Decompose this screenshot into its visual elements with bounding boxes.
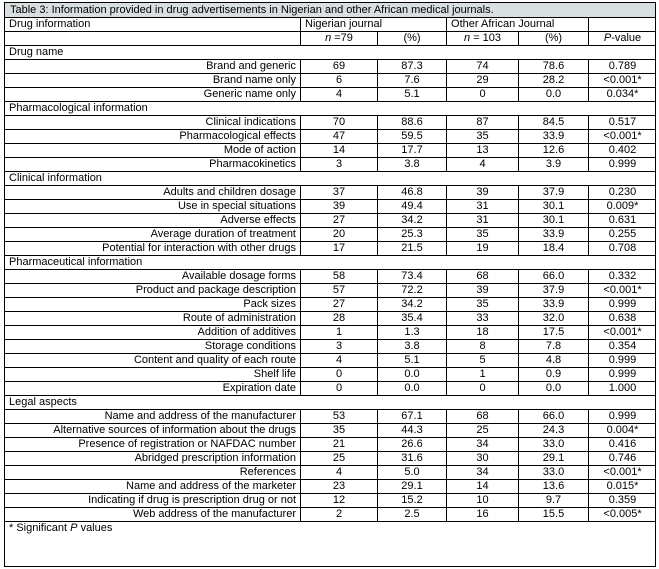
- table-row: [5, 340, 657, 354]
- table-row: [5, 480, 657, 494]
- row-label: Pharmacological effects: [5, 130, 301, 144]
- row-label: Abridged prescription information: [5, 452, 301, 466]
- nigerian-count: 0: [301, 382, 378, 396]
- nigerian-count: 4: [301, 88, 378, 102]
- nigerian-percent: 3.8: [378, 158, 447, 172]
- footnote-prefix: * Significant: [9, 522, 68, 535]
- table-row: [5, 242, 657, 256]
- nigerian-percent: 21.5: [378, 242, 447, 256]
- other-african-percent: 13.6: [519, 480, 589, 494]
- p-value: 1.000: [589, 382, 656, 396]
- p-value: 0.999: [589, 410, 656, 424]
- nigerian-journal-header: Nigerian journal: [301, 18, 447, 32]
- nigerian-count: 35: [301, 424, 378, 438]
- table-row: [5, 382, 657, 396]
- nigerian-count: 70: [301, 116, 378, 130]
- other-african-count: 5: [447, 354, 519, 368]
- other-african-count: 4: [447, 158, 519, 172]
- nigerian-count: 37: [301, 186, 378, 200]
- nigerian-percent: 49.4: [378, 200, 447, 214]
- p-value: 0.638: [589, 312, 656, 326]
- table-row: [5, 270, 657, 284]
- nigerian-percent: 15.2: [378, 494, 447, 508]
- p-value: 0.015*: [589, 480, 656, 494]
- other-african-count: 31: [447, 200, 519, 214]
- nigerian-count: 39: [301, 200, 378, 214]
- nigerian-percent: 3.8: [378, 340, 447, 354]
- nigerian-count: 27: [301, 214, 378, 228]
- other-african-percent: 33.0: [519, 438, 589, 452]
- nigerian-percent: 59.5: [378, 130, 447, 144]
- p-value: 0.631: [589, 214, 656, 228]
- n-other-header: n = 103: [447, 32, 519, 46]
- table-row: [5, 326, 657, 340]
- p-value: 0.034*: [589, 88, 656, 102]
- row-label: Route of administration: [5, 312, 301, 326]
- other-african-journal-header: Other African Journal: [447, 18, 589, 32]
- p-value: 0.789: [589, 60, 656, 74]
- other-african-count: 31: [447, 214, 519, 228]
- section-title: Drug name: [5, 46, 657, 60]
- nigerian-count: 69: [301, 60, 378, 74]
- other-african-percent: 78.6: [519, 60, 589, 74]
- table-row: [5, 312, 657, 326]
- p-value: 0.999: [589, 158, 656, 172]
- nigerian-percent: 25.3: [378, 228, 447, 242]
- other-african-percent: 33.9: [519, 298, 589, 312]
- other-african-count: 34: [447, 466, 519, 480]
- other-african-percent: 66.0: [519, 410, 589, 424]
- p-value: <0.001*: [589, 466, 656, 480]
- other-african-percent: 9.7: [519, 494, 589, 508]
- p-value: <0.001*: [589, 74, 656, 88]
- nigerian-count: 3: [301, 340, 378, 354]
- other-african-count: 14: [447, 480, 519, 494]
- other-african-count: 68: [447, 410, 519, 424]
- table-row: [5, 60, 657, 74]
- p-value: 0.517: [589, 116, 656, 130]
- table-row: [5, 284, 657, 298]
- row-label: Generic name only: [5, 88, 301, 102]
- row-label: References: [5, 466, 301, 480]
- other-african-percent: 3.9: [519, 158, 589, 172]
- other-african-count: 35: [447, 130, 519, 144]
- row-label: Name and address of the manufacturer: [5, 410, 301, 424]
- other-african-count: 8: [447, 340, 519, 354]
- other-african-count: 1: [447, 368, 519, 382]
- other-african-count: 87: [447, 116, 519, 130]
- nigerian-percent: 35.4: [378, 312, 447, 326]
- row-label: Content and quality of each route: [5, 354, 301, 368]
- nigerian-percent: 5.1: [378, 88, 447, 102]
- nigerian-count: 0: [301, 368, 378, 382]
- section-title: Legal aspects: [5, 396, 657, 410]
- table-row: [5, 228, 657, 242]
- table-row: [5, 424, 657, 438]
- subheader-blank: [5, 32, 301, 46]
- other-african-percent: 30.1: [519, 214, 589, 228]
- row-label: Brand and generic: [5, 60, 301, 74]
- p-value-header: P-value: [589, 32, 656, 46]
- other-african-percent: 30.1: [519, 200, 589, 214]
- nigerian-percent: 29.1: [378, 480, 447, 494]
- nigerian-count: 2: [301, 508, 378, 522]
- row-label: Storage conditions: [5, 340, 301, 354]
- other-african-count: 33: [447, 312, 519, 326]
- row-label: Available dosage forms: [5, 270, 301, 284]
- pct-nigerian-header: (%): [378, 32, 447, 46]
- row-label: Average duration of treatment: [5, 228, 301, 242]
- table-row: [5, 186, 657, 200]
- table-row: [5, 466, 657, 480]
- nigerian-percent: 0.0: [378, 368, 447, 382]
- nigerian-count: 6: [301, 74, 378, 88]
- nigerian-count: 21: [301, 438, 378, 452]
- nigerian-percent: 87.3: [378, 60, 447, 74]
- nigerian-percent: 34.2: [378, 298, 447, 312]
- subheader-row: [5, 32, 657, 46]
- other-african-percent: 33.9: [519, 228, 589, 242]
- p-value: 0.708: [589, 242, 656, 256]
- table-row: [5, 158, 657, 172]
- other-african-count: 0: [447, 88, 519, 102]
- p-value: 0.416: [589, 438, 656, 452]
- other-african-percent: 37.9: [519, 284, 589, 298]
- footnote-p: P: [70, 522, 78, 535]
- nigerian-count: 28: [301, 312, 378, 326]
- row-label: Adverse effects: [5, 214, 301, 228]
- header-row: [5, 18, 657, 32]
- section-title: Clinical information: [5, 172, 657, 186]
- nigerian-percent: 26.6: [378, 438, 447, 452]
- row-label: Brand name only: [5, 74, 301, 88]
- footnote-row: [5, 522, 657, 536]
- nigerian-count: 12: [301, 494, 378, 508]
- other-african-percent: 37.9: [519, 186, 589, 200]
- nigerian-percent: 88.6: [378, 116, 447, 130]
- other-african-percent: 0.0: [519, 88, 589, 102]
- other-african-count: 0: [447, 382, 519, 396]
- row-label: Alternative sources of information about the drugs: [5, 424, 301, 438]
- other-african-percent: 33.9: [519, 130, 589, 144]
- p-value: <0.001*: [589, 284, 656, 298]
- row-label: Mode of action: [5, 144, 301, 158]
- p-value: 0.255: [589, 228, 656, 242]
- other-african-percent: 84.5: [519, 116, 589, 130]
- row-label: Presence of registration or NAFDAC number: [5, 438, 301, 452]
- p-value: 0.402: [589, 144, 656, 158]
- row-label: Product and package description: [5, 284, 301, 298]
- nigerian-percent: 17.7: [378, 144, 447, 158]
- other-african-count: 34: [447, 438, 519, 452]
- other-african-percent: 29.1: [519, 452, 589, 466]
- p-value: 0.009*: [589, 200, 656, 214]
- row-label: Expiration date: [5, 382, 301, 396]
- nigerian-percent: 2.5: [378, 508, 447, 522]
- other-african-count: 35: [447, 298, 519, 312]
- table-row: [5, 354, 657, 368]
- table-row: [5, 452, 657, 466]
- nigerian-percent: 46.8: [378, 186, 447, 200]
- p-value: <0.001*: [589, 326, 656, 340]
- row-label: Name and address of the marketer: [5, 480, 301, 494]
- nigerian-count: 23: [301, 480, 378, 494]
- row-label: Shelf life: [5, 368, 301, 382]
- table-row: [5, 200, 657, 214]
- nigerian-count: 4: [301, 466, 378, 480]
- table-caption: Table 3: Information provided in drug advertisements in Nigerian and other African medical journals.: [5, 3, 655, 17]
- nigerian-percent: 1.3: [378, 326, 447, 340]
- p-value: 0.359: [589, 494, 656, 508]
- row-label: Web address of the manufacturer: [5, 508, 301, 522]
- section-title: Pharmacological information: [5, 102, 657, 116]
- nigerian-count: 58: [301, 270, 378, 284]
- table-row: [5, 410, 657, 424]
- other-african-count: 30: [447, 452, 519, 466]
- pct-other-header: (%): [519, 32, 589, 46]
- other-african-percent: 4.8: [519, 354, 589, 368]
- other-african-count: 39: [447, 186, 519, 200]
- section-row: [5, 46, 657, 60]
- other-african-count: 16: [447, 508, 519, 522]
- nigerian-percent: 67.1: [378, 410, 447, 424]
- nigerian-percent: 5.0: [378, 466, 447, 480]
- row-label: Use in special situations: [5, 200, 301, 214]
- table-row: [5, 298, 657, 312]
- footnote-suffix: values: [80, 522, 113, 535]
- other-african-percent: 66.0: [519, 270, 589, 284]
- other-african-count: 68: [447, 270, 519, 284]
- other-african-percent: 15.5: [519, 508, 589, 522]
- p-value: <0.001*: [589, 130, 656, 144]
- row-label: Addition of additives: [5, 326, 301, 340]
- other-african-count: 35: [447, 228, 519, 242]
- nigerian-count: 14: [301, 144, 378, 158]
- p-value: 0.230: [589, 186, 656, 200]
- other-african-count: 39: [447, 284, 519, 298]
- other-african-count: 25: [447, 424, 519, 438]
- other-african-percent: 28.2: [519, 74, 589, 88]
- table-row: [5, 130, 657, 144]
- section-row: [5, 172, 657, 186]
- other-african-percent: 33.0: [519, 466, 589, 480]
- table-container: [4, 2, 656, 567]
- nigerian-count: 57: [301, 284, 378, 298]
- other-african-count: 74: [447, 60, 519, 74]
- p-value: 0.999: [589, 298, 656, 312]
- nigerian-count: 4: [301, 354, 378, 368]
- other-african-percent: 17.5: [519, 326, 589, 340]
- row-label: Indicating if drug is prescription drug or not: [5, 494, 301, 508]
- nigerian-count: 27: [301, 298, 378, 312]
- table-row: [5, 368, 657, 382]
- nigerian-percent: 31.6: [378, 452, 447, 466]
- table-row: [5, 116, 657, 130]
- table-row: [5, 88, 657, 102]
- table-row: [5, 508, 657, 522]
- table-row: [5, 214, 657, 228]
- table-row: [5, 144, 657, 158]
- other-african-percent: 7.8: [519, 340, 589, 354]
- nigerian-percent: 5.1: [378, 354, 447, 368]
- nigerian-count: 53: [301, 410, 378, 424]
- table-row: [5, 438, 657, 452]
- other-african-percent: 12.6: [519, 144, 589, 158]
- other-african-count: 10: [447, 494, 519, 508]
- nigerian-count: 17: [301, 242, 378, 256]
- p-value: 0.332: [589, 270, 656, 284]
- other-african-percent: 24.3: [519, 424, 589, 438]
- other-african-percent: 0.9: [519, 368, 589, 382]
- nigerian-count: 25: [301, 452, 378, 466]
- p-value: 0.004*: [589, 424, 656, 438]
- other-african-percent: 32.0: [519, 312, 589, 326]
- other-african-count: 18: [447, 326, 519, 340]
- nigerian-percent: 73.4: [378, 270, 447, 284]
- p-value: 0.999: [589, 354, 656, 368]
- nigerian-count: 20: [301, 228, 378, 242]
- p-value: 0.354: [589, 340, 656, 354]
- section-row: [5, 396, 657, 410]
- table-row: [5, 494, 657, 508]
- section-title: Pharmaceutical information: [5, 256, 657, 270]
- n-nigerian-header: n =79: [301, 32, 378, 46]
- p-value: 0.999: [589, 368, 656, 382]
- p-value: <0.005*: [589, 508, 656, 522]
- drug-information-table: [4, 17, 656, 535]
- nigerian-percent: 7.6: [378, 74, 447, 88]
- section-row: [5, 102, 657, 116]
- other-african-count: 19: [447, 242, 519, 256]
- other-african-count: 13: [447, 144, 519, 158]
- nigerian-percent: 44.3: [378, 424, 447, 438]
- footnote: [5, 522, 657, 536]
- nigerian-count: 3: [301, 158, 378, 172]
- other-african-percent: 18.4: [519, 242, 589, 256]
- row-label: Pack sizes: [5, 298, 301, 312]
- section-row: [5, 256, 657, 270]
- other-african-count: 29: [447, 74, 519, 88]
- p-value: 0.746: [589, 452, 656, 466]
- p-value-header-blank: [589, 18, 656, 32]
- nigerian-percent: 0.0: [378, 382, 447, 396]
- row-label: Clinical indications: [5, 116, 301, 130]
- row-label: Potential for interaction with other drugs: [5, 242, 301, 256]
- nigerian-count: 47: [301, 130, 378, 144]
- row-label: Pharmacokinetics: [5, 158, 301, 172]
- nigerian-percent: 34.2: [378, 214, 447, 228]
- table-row: [5, 74, 657, 88]
- nigerian-percent: 72.2: [378, 284, 447, 298]
- row-label: Adults and children dosage: [5, 186, 301, 200]
- drug-information-header: Drug information: [5, 18, 301, 32]
- nigerian-count: 1: [301, 326, 378, 340]
- other-african-percent: 0.0: [519, 382, 589, 396]
